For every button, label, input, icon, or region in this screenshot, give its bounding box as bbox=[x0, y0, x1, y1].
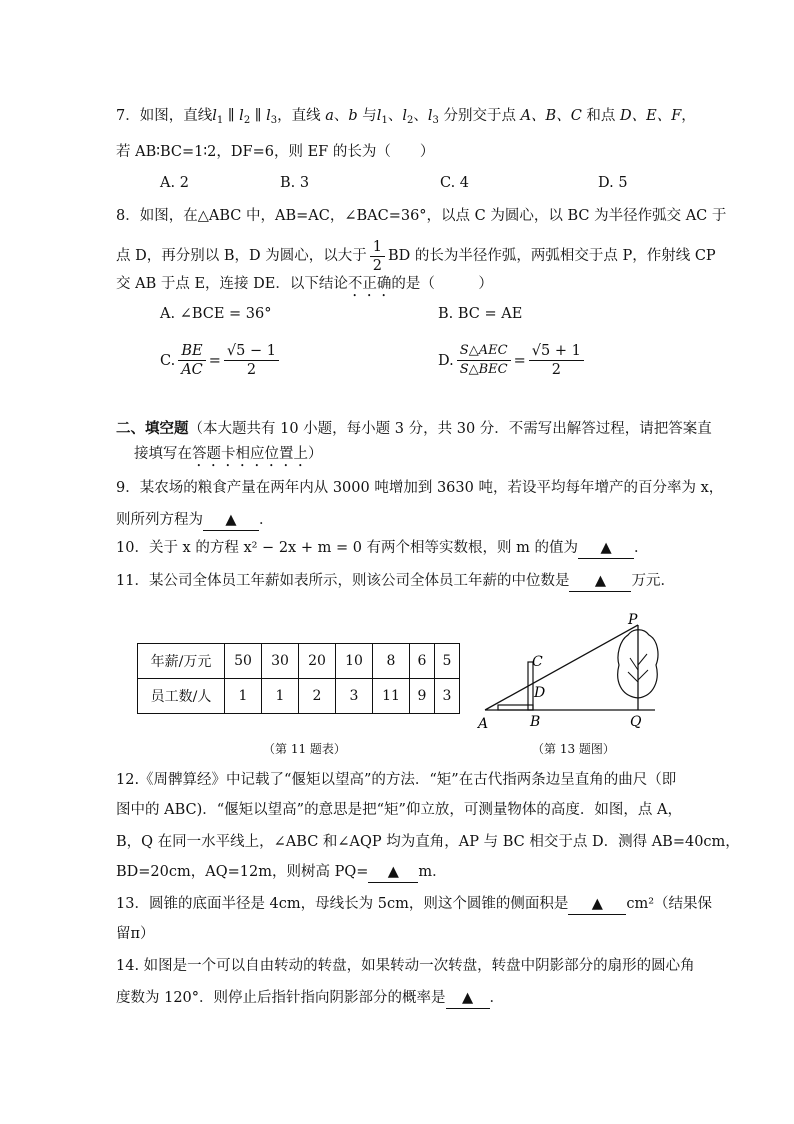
table-cell: 3 bbox=[336, 679, 373, 714]
table-cell: 5 bbox=[435, 644, 460, 679]
table-cell: 8 bbox=[373, 644, 410, 679]
q7-choice-d[interactable]: D. 5 bbox=[598, 175, 628, 191]
table-cell: 10 bbox=[336, 644, 373, 679]
q7-choice-b[interactable]: B. 3 bbox=[280, 175, 310, 191]
table-header-cell: 年薪/万元 bbox=[138, 644, 225, 679]
figure13 bbox=[470, 610, 670, 740]
q8-half-fraction: $\frac{1}{2}$ bbox=[370, 238, 385, 275]
label-q: Q bbox=[630, 714, 642, 730]
q8-line1: 8．如图，在△ABC 中，AB=AC，∠BAC=36°，以点 C 为圆心，以 BC 为半径作弧交 AC 于 bbox=[116, 208, 727, 224]
q14-line2: 度数为 120°．则停止后指针指向阴影部分的概率是 ▲ ． bbox=[116, 988, 504, 1009]
table-row bbox=[138, 679, 460, 714]
table-row bbox=[138, 644, 460, 679]
table-cell: 3 bbox=[435, 679, 460, 714]
table-cell: 30 bbox=[262, 644, 299, 679]
label-a: A bbox=[478, 716, 489, 732]
q12-line1: 12.《周髀算经》中记载了“偃矩以望高”的方法．“矩”在古代指两条边呈直角的曲尺（即 bbox=[116, 772, 677, 788]
q13-line1: 13．圆锥的底面半径是 4cm，母线长为 5cm，则这个圆锥的侧面积是 ▲ cm²（结果保 bbox=[116, 894, 712, 915]
table-header-cell: 员工数/人 bbox=[138, 679, 225, 714]
label-d: D bbox=[534, 685, 546, 701]
table-cell: 20 bbox=[299, 644, 336, 679]
table-cell: 2 bbox=[299, 679, 336, 714]
q14-line1: 14. 如图是一个可以自由转动的转盘，如果转动一次转盘，转盘中阴影部分的扇形的圆心角 bbox=[116, 958, 695, 974]
q7-choice-a[interactable]: A. 2 bbox=[160, 175, 189, 191]
table11-caption: （第 11 题表） bbox=[263, 742, 346, 756]
q12-line2: 图中的 ABC)．“偃矩以望高”的意思是把“矩”仰立放，可测量物体的高度．如图，点 A， bbox=[116, 802, 682, 818]
q10-answer-blank[interactable]: ▲ bbox=[578, 538, 634, 559]
section2-header: 二、填空题（本大题共有 10 小题，每小题 3 分，共 30 分．不需写出解答过程，请把答案直 bbox=[116, 420, 712, 437]
q11-answer-blank[interactable]: ▲ bbox=[569, 571, 631, 592]
q9-line2: 则所列方程为 ▲ ． bbox=[116, 510, 274, 531]
q7-line1: 7．如图，直线$l_1$ ∥ $l_2$ ∥ $l_3$，直线 a、b 与$l_1$、$l_2$、$l_3$ 分别交于点 A、B、C 和点 D、E、F， bbox=[116, 108, 696, 126]
q8-line3: 交 AB 于点 E，连接 DE．以下结论不正确的是（ ） bbox=[116, 276, 493, 292]
q13-answer-blank[interactable]: ▲ bbox=[568, 894, 626, 915]
label-p: P bbox=[628, 612, 638, 628]
table-cell: 1 bbox=[225, 679, 262, 714]
q8-choice-a[interactable]: A. ∠BCE = 36° bbox=[160, 306, 272, 322]
q8-choice-b[interactable]: B. BC = AE bbox=[438, 306, 523, 322]
q11-line: 11．某公司全体员工年薪如表所示，则该公司全体员工年薪的中位数是 ▲ 万元． bbox=[116, 571, 675, 592]
q8-line2: 点 D，再分别以 B，D 为圆心，以大于 $\frac{1}{2}$ BD 的长为半径作弧，两弧相交于点 P，作射线 CP bbox=[116, 238, 716, 274]
table-cell: 6 bbox=[410, 644, 435, 679]
section2-desc: 接填写在答题卡相应位置上） bbox=[134, 446, 323, 462]
q9-answer-blank[interactable]: ▲ bbox=[203, 510, 259, 531]
table-cell: 11 bbox=[373, 679, 410, 714]
table-cell: 9 bbox=[410, 679, 435, 714]
q7-choice-c[interactable]: C. 4 bbox=[440, 175, 470, 191]
q12-answer-blank[interactable]: ▲ bbox=[368, 862, 418, 883]
q13-line2: 留π） bbox=[116, 926, 155, 942]
figure13-caption: （第 13 题图） bbox=[532, 742, 615, 756]
sight-line-ap bbox=[485, 625, 638, 710]
q12-line4: BD=20cm，AQ=12m，则树高 PQ= ▲ m． bbox=[116, 862, 447, 883]
salary-table bbox=[137, 643, 460, 714]
q9-line1: 9．某农场的粮食产量在两年内从 3000 吨增加到 3630 吨，若设平均每年增产的百分率为 x， bbox=[116, 480, 724, 496]
q8-choice-d[interactable]: D. $\frac{\text{S△AEC}}{\text{S△BEC}}$ = $\frac{√5 + 1}{2}$ bbox=[438, 342, 587, 379]
q8-choice-c[interactable]: C. $\frac{BE}{AC}$ = $\frac{√5 - 1}{2}$ bbox=[160, 342, 282, 379]
q10-line: 10．关于 x 的方程 x² − 2x + m = 0 有两个相等实数根，则 m 的值为 ▲ ． bbox=[116, 538, 649, 559]
q12-line3: B，Q 在同一水平线上，∠ABC 和∠AQP 均为直角，AP 与 BC 相交于点 D．测得 AB=40cm， bbox=[116, 834, 740, 850]
tree-branches bbox=[628, 650, 648, 698]
label-c: C bbox=[532, 654, 543, 670]
q14-answer-blank[interactable]: ▲ bbox=[446, 988, 490, 1009]
q7-line2: 若 AB∶BC=1∶2，DF=6，则 EF 的长为（ ） bbox=[116, 144, 435, 160]
table-cell: 1 bbox=[262, 679, 299, 714]
label-b: B bbox=[530, 714, 541, 730]
table-cell: 50 bbox=[225, 644, 262, 679]
